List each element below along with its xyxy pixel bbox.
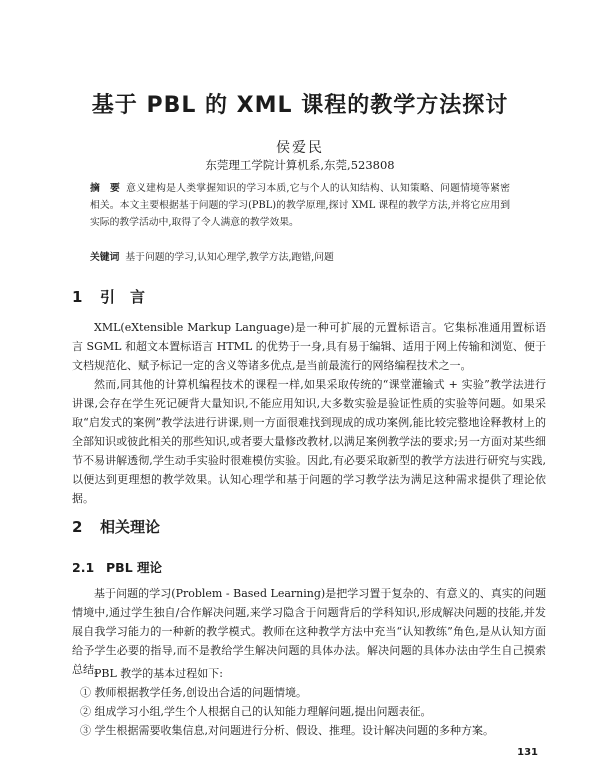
keywords-label: 关键词 <box>90 252 120 263</box>
section-number: 2 <box>72 518 83 536</box>
page-number: 131 <box>517 747 538 758</box>
keywords-text: 基于问题的学习,认知心理学,教学方法,跑错,问题 <box>125 252 334 263</box>
section-heading-introduction <box>72 286 145 307</box>
intro-paragraph-1: XML(eXtensible Markup Language)是一种可扩展的元置标语言。它集标准通用置标语言 SGML 和超文本置标语言 HTML 的优势于一身,具有易于编辑、适用于网上传输和浏览、便于文档规范化、赋予标记一定的含义等诸多优点,是当前最流行的网络编程技术之一。 <box>72 321 546 372</box>
abstract-block <box>90 180 510 231</box>
section-number: 1 <box>72 288 83 306</box>
author-name: 侯爱民 <box>276 140 324 156</box>
process-step: ① 教师根据教学任务,创设出合适的问题情境。 <box>80 686 307 699</box>
process-intro: PBL 教学的基本过程如下: <box>94 667 223 680</box>
paper-title: 基于 PBL 的 XML 课程的教学方法探讨 <box>91 93 509 118</box>
process-step: ③ 学生根据需要收集信息,对问题进行分析、假设、推理。设计解决问题的多种方案。 <box>80 724 494 737</box>
abstract-text: 意义建构是人类掌握知识的学习本质,它与个人的认知结构、认知策略、问题情境等紧密相关。本文主要根据基于问题的学习(PBL)的教学原理,探讨 XML 课程的教学方法,并将它应用到实际的教学活动中,取得了令人满意的教学效果。 <box>90 183 511 228</box>
pbl-process-list <box>72 664 546 740</box>
subsection-title: PBL 理论 <box>106 560 163 575</box>
section-title: 相关理论 <box>100 518 161 536</box>
abstract-label: 摘 要 <box>90 183 121 194</box>
process-step: ② 组成学习小组,学生个人根据自己的认知能力理解问题,提出问题表征。 <box>80 705 432 718</box>
section-title: 引 言 <box>100 288 146 306</box>
subsection-heading-pbl <box>72 558 162 576</box>
author-affiliation: 东莞理工学院计算机系,东莞,523808 <box>205 158 395 172</box>
section-heading-related-theory <box>72 516 160 537</box>
keywords-block <box>90 250 510 266</box>
intro-paragraph-2: 然而,同其他的计算机编程技术的课程一样,如果采取传统的“课堂灌输式 + 实验”教学法进行讲课,会存在学生死记硬背大量知识,不能应用知识,大多数实验是验证性质的实验等问题。如果采取“启发式的案例”教学法进行讲课,则一方面很难找到现成的成功案例,能比较完整地诠释教材上的全部知识或彼此相关的那些知识,或者要大量修改教材,以满足案例教学法的要求;另一方面对某些细节不易讲解透彻,学生动手实验时很难模仿实验。因此,有必要采取新型的教学方法进行研究与实践,以便达到更理想的教学效果。认知心理学和基于问题的学习教学法为满足这种需求提供了理论依据。 <box>72 378 546 505</box>
pbl-paragraph: 基于问题的学习(Problem - Based Learning)是把学习置于复杂的、有意义的、真实的问题情境中,通过学生独自/合作解决问题,来学习隐含于问题背后的学科知识,形成解决问题的技能,并发展自我学习能力的一种新的教学模式。教师在这种教学方法中充当“认知教练”角色,是从认知方面给予学生必要的指导,而不是教给学生解决问题的具体办法。解决问题的具体办法由学生自己摸索总结。 <box>72 587 546 676</box>
subsection-number: 2.1 <box>72 560 95 575</box>
